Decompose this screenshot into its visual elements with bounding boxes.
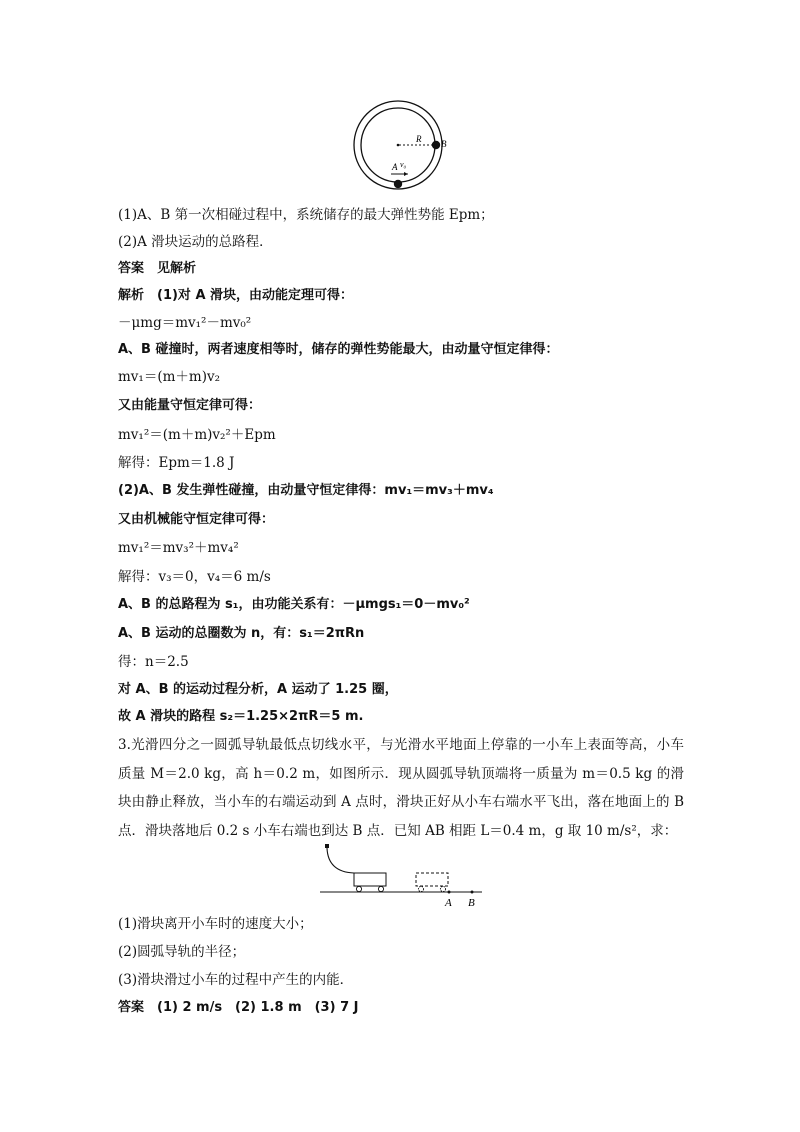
text-analysis: 对 A、B 的运动过程分析，A 运动了 1.25 圈， (118, 682, 398, 697)
point-a-dot (448, 891, 451, 894)
ball-a (394, 180, 402, 188)
point-b-dot (471, 891, 474, 894)
cart-track-figure (316, 840, 486, 908)
equation-10: 得：n＝2.5 (118, 654, 189, 670)
cart-wheel-right (378, 886, 383, 891)
circular-track-figure (350, 100, 450, 192)
question-2: (2)A 滑块运动的总路程． (118, 234, 273, 250)
cart-wheel-left (356, 886, 361, 891)
question3-3: (3)滑块滑过小车的过程中产生的内能． (118, 972, 354, 988)
label-a: A (392, 162, 398, 172)
slider-block (325, 844, 329, 848)
analysis-intro: 解析 (1)对 A 滑块，由动能定理可得： (118, 288, 354, 303)
question-1: (1)A、B 第一次相碰过程中，系统储存的最大弹性势能 Epm； (118, 207, 494, 223)
velocity-arrowhead (404, 172, 408, 176)
text-elastic: (2)A、B 发生弹性碰撞，由动量守恒定律得：mv₁＝mv₃＋mv₄ (118, 483, 494, 498)
equation-3: mv₁²＝(m＋m)v₂²＋Epm (118, 427, 276, 443)
center-dot (397, 144, 400, 147)
ball-b (432, 141, 440, 149)
cart-body (354, 873, 386, 886)
dashed-wheel-right (440, 886, 445, 891)
equation-2: mv₁＝(m＋m)v₂ (118, 369, 221, 385)
label-b: B (441, 139, 447, 149)
label-v0: v₀ (400, 160, 407, 169)
label-r: R (416, 134, 422, 144)
label-point-a: A (445, 897, 452, 908)
answer-label: 答案 见解析 (118, 261, 197, 276)
equation-1: －μmg＝mv₁²－mv₀² (118, 315, 252, 331)
equation-4: 解得：Epm＝1.8 J (118, 455, 235, 471)
text-laps: A、B 运动的总圈数为 n，有：s₁＝2πRn (118, 626, 365, 641)
text-conclusion: 故 A 滑块的路程 s₂＝1.25×2πR＝5 m. (118, 709, 364, 724)
text-total-path: A、B 的总路程为 s₁，由功能关系有：－μmgs₁＝0－mv₀² (118, 597, 470, 612)
cart-outline-dashed (416, 873, 448, 886)
text-collision: A、B 碰撞时，两者速度相等时，储存的弹性势能最大，由动量守恒定律得： (118, 342, 559, 357)
question3-1: (1)滑块离开小车时的速度大小； (118, 916, 313, 932)
equation-6: mv₁²＝mv₃²＋mv₄² (118, 540, 239, 556)
text-mechanical: 又由机械能守恒定律可得： (118, 512, 275, 527)
label-point-b: B (468, 897, 475, 908)
text-energy: 又由能量守恒定律可得： (118, 398, 262, 413)
question3-2: (2)圆弧导轨的半径； (118, 944, 246, 960)
equation-7: 解得：v₃＝0，v₄＝6 m/s (118, 569, 271, 585)
arc-track (327, 848, 354, 873)
problem-3-statement: 3.光滑四分之一圆弧导轨最低点切线水平，与光滑水平地面上停靠的一小车上表面等高，小车质量 M＝2.0 kg，高 h＝0.2 m，如图所示．现从圆弧导轨顶端将一质量为 m＝0.5 kg 的滑块由静止释放，当小车的右端运动到 A 点时，滑块正好从小车右端水平飞出，落在地面上的 B 点．滑块落地后 0.2 s 小车右端也到达 B 点．已知 AB 相距 L＝0.4 m，g 取 10 m/s²，求： (118, 737, 684, 839)
answer3: 答案 (1) 2 m/s (2) 1.8 m (3) 7 J (118, 1000, 359, 1015)
dashed-wheel-left (418, 886, 423, 891)
